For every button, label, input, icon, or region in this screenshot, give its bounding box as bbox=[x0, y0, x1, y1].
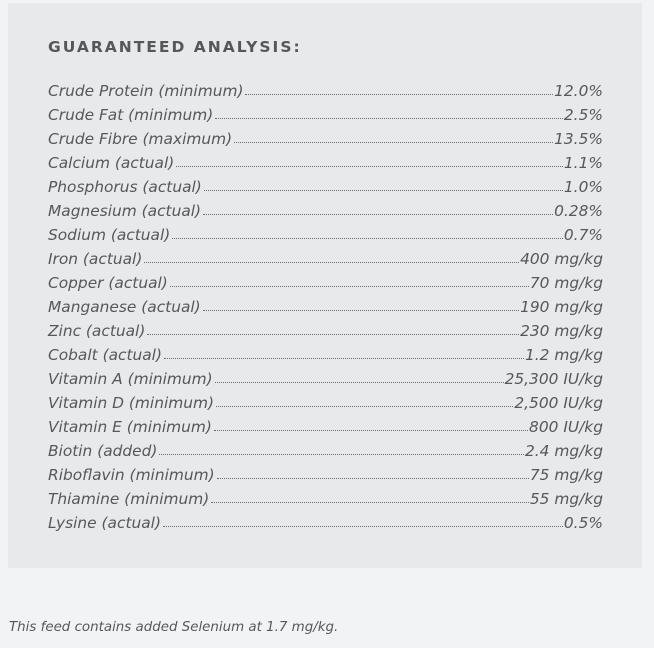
analysis-list bbox=[48, 79, 603, 535]
nutrient-name: Calcium (actual) bbox=[48, 154, 175, 172]
nutrient-name: Vitamin A (minimum) bbox=[48, 370, 213, 388]
dot-leader bbox=[159, 454, 524, 455]
nutrient-value: 1.1% bbox=[563, 154, 603, 172]
nutrient-value: 1.2 mg/kg bbox=[525, 346, 603, 364]
nutrient-value: 400 mg/kg bbox=[520, 250, 603, 268]
analysis-row bbox=[48, 415, 603, 439]
nutrient-value: 55 mg/kg bbox=[529, 490, 603, 508]
analysis-row bbox=[48, 271, 603, 295]
nutrient-name: Sodium (actual) bbox=[48, 226, 171, 244]
nutrient-value: 800 IU/kg bbox=[529, 418, 603, 436]
dot-leader bbox=[172, 238, 563, 239]
analysis-row bbox=[48, 463, 603, 487]
nutrient-value: 2.5% bbox=[563, 106, 603, 124]
dot-leader bbox=[217, 478, 529, 479]
nutrient-value: 0.28% bbox=[554, 202, 603, 220]
nutrient-value: 2,500 IU/kg bbox=[514, 394, 603, 412]
nutrient-name: Cobalt (actual) bbox=[48, 346, 162, 364]
analysis-row bbox=[48, 223, 603, 247]
nutrient-name: Crude Protein (minimum) bbox=[48, 82, 244, 100]
analysis-row bbox=[48, 247, 603, 271]
nutrient-name: Lysine (actual) bbox=[48, 514, 161, 532]
dot-leader bbox=[170, 286, 529, 287]
dot-leader bbox=[215, 118, 563, 119]
analysis-row bbox=[48, 79, 603, 103]
nutrient-value: 70 mg/kg bbox=[529, 274, 603, 292]
analysis-row bbox=[48, 487, 603, 511]
analysis-row bbox=[48, 151, 603, 175]
dot-leader bbox=[214, 430, 528, 431]
nutrient-name: Biotin (added) bbox=[48, 442, 158, 460]
dot-leader bbox=[203, 310, 519, 311]
nutrient-name: Phosphorus (actual) bbox=[48, 178, 202, 196]
dot-leader bbox=[147, 334, 519, 335]
nutrient-value: 2.4 mg/kg bbox=[525, 442, 603, 460]
dot-leader bbox=[245, 94, 553, 95]
analysis-row bbox=[48, 103, 603, 127]
nutrient-value: 75 mg/kg bbox=[529, 466, 603, 484]
dot-leader bbox=[234, 142, 553, 143]
nutrient-name: Magnesium (actual) bbox=[48, 202, 202, 220]
nutrient-value: 1.0% bbox=[563, 178, 603, 196]
nutrient-value: 190 mg/kg bbox=[520, 298, 603, 316]
nutrient-name: Iron (actual) bbox=[48, 250, 143, 268]
dot-leader bbox=[204, 190, 563, 191]
analysis-row bbox=[48, 511, 603, 535]
nutrient-name: Thiamine (minimum) bbox=[48, 490, 210, 508]
analysis-row bbox=[48, 127, 603, 151]
dot-leader bbox=[215, 382, 504, 383]
analysis-heading: GUARANTEED ANALYSIS: bbox=[48, 38, 302, 56]
nutrient-name: Riboflavin (minimum) bbox=[48, 466, 215, 484]
nutrient-name: Vitamin D (minimum) bbox=[48, 394, 214, 412]
dot-leader bbox=[211, 502, 529, 503]
nutrient-value: 0.5% bbox=[563, 514, 603, 532]
nutrient-value: 13.5% bbox=[554, 130, 603, 148]
nutrient-value: 0.7% bbox=[563, 226, 603, 244]
analysis-row bbox=[48, 199, 603, 223]
nutrient-name: Vitamin E (minimum) bbox=[48, 418, 212, 436]
analysis-row bbox=[48, 343, 603, 367]
nutrient-name: Crude Fat (minimum) bbox=[48, 106, 214, 124]
nutrient-name: Crude Fibre (maximum) bbox=[48, 130, 233, 148]
selenium-footnote: This feed contains added Selenium at 1.7 mg/kg. bbox=[9, 620, 339, 635]
analysis-row bbox=[48, 295, 603, 319]
analysis-row bbox=[48, 175, 603, 199]
nutrient-value: 12.0% bbox=[554, 82, 603, 100]
dot-leader bbox=[163, 526, 563, 527]
dot-leader bbox=[203, 214, 553, 215]
nutrient-name: Copper (actual) bbox=[48, 274, 168, 292]
dot-leader bbox=[176, 166, 563, 167]
nutrient-name: Zinc (actual) bbox=[48, 322, 146, 340]
analysis-row bbox=[48, 391, 603, 415]
analysis-row bbox=[48, 367, 603, 391]
dot-leader bbox=[144, 262, 519, 263]
analysis-row bbox=[48, 319, 603, 343]
dot-leader bbox=[216, 406, 513, 407]
dot-leader bbox=[164, 358, 524, 359]
nutrient-value: 230 mg/kg bbox=[520, 322, 603, 340]
nutrient-value: 25,300 IU/kg bbox=[504, 370, 603, 388]
analysis-row bbox=[48, 439, 603, 463]
nutrient-name: Manganese (actual) bbox=[48, 298, 201, 316]
